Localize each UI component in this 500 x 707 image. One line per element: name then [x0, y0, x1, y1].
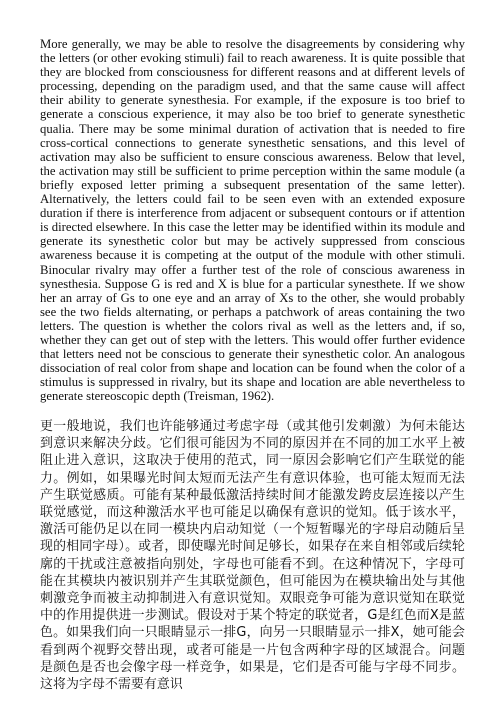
- chinese-paragraph: 更一般地说，我们也许能够通过考虑字母（或其他引发刺激）为何未能达到意识来解决分歧。它们很可能因为不同的原因并在不同的加工水平上被阻止进入意识，这取决于使用的范式，同一原因会影响它们产生联觉的能力。例如，如果曝光时间太短而无法产生有意识体验，也可能太短而无法产生联觉感质。可能有某种最低激活持续时间才能激发跨皮层连接以产生联觉感觉，而这种激活水平也可能足以确保有意识的觉知。低于该水平，激活可能仍足以在同一模块内启动知觉（一个短暂曝光的字母启动随后呈现的相同字母）。或者，即使曝光时间足够长，如果存在来自相邻或后续轮廓的干扰或注意被指向别处，字母也可能看不到。在这种情况下，字母可能在其模块内被识别并产生其联觉颜色，但可能因为在模块输出处与其他刺激竞争而被主动抑制进入有意识觉知。双眼竞争可能为意识觉知在联觉中的作用提供进一步测试。假设对于某个特定的联觉者，G是红色而X是蓝色。如果我们向一只眼睛显示一排G，向另一只眼睛显示一排X，她可能会看到两个视野交替出现，或者可能是一片包含两种字母的区域混合。问题是颜色是否也会像字母一样竞争，如果是，它们是否可能与字母不同步。这将为字母不需要有意识: [40, 419, 465, 693]
- english-paragraph: More generally, we may be able to resolve the disagreements by considering why the letters (or other evoking stimuli) fail to reach awareness. It is quite possible that they are blocked from consciousness for different reasons and at different levels of processing, depending on the paradigm used, and that the same cause will affect their ability to generate synesthesia. For example, if the exposure is too brief to generate a conscious experience, it may also be too brief to generate synesthetic qualia. There may be some minimal duration of activation that is needed to fire cross-cortical connections to generate synesthetic sensations, and this level of activation may also be sufficient to ensure conscious awareness. Below that level, the activation may still be sufficient to prime perception within the same module (a briefly exposed letter priming a subsequent presentation of the same letter). Alternatively, the letters could fail to be seen even with an extended exposure duration if there is interference from adjacent or subsequent contours or if attention is directed elsewhere. In this case the letter may be identified within its module and generate its synesthetic color but may be actively suppressed from conscious awareness because it is competing at the output of the module with other stimuli. Binocular rivalry may offer a further test of the role of conscious awareness in synesthesia. Suppose G is red and X is blue for a particular synesthete. If we show her an array of Gs to one eye and an array of Xs to the other, she would probably see the two fields alternating, or perhaps a patchwork of areas containing the two letters. The question is whether the colors rival as well as the letters and, if so, whether they can get out of step with the letters. This would offer further evidence that letters need not be conscious to generate their synesthetic color. An analogous dissociation of real color from shape and location can be found when the color of a stimulus is suppressed in rivalry, but its shape and location are able nevertheless to generate stereoscopic depth (Treisman, 1962).: [40, 37, 465, 404]
